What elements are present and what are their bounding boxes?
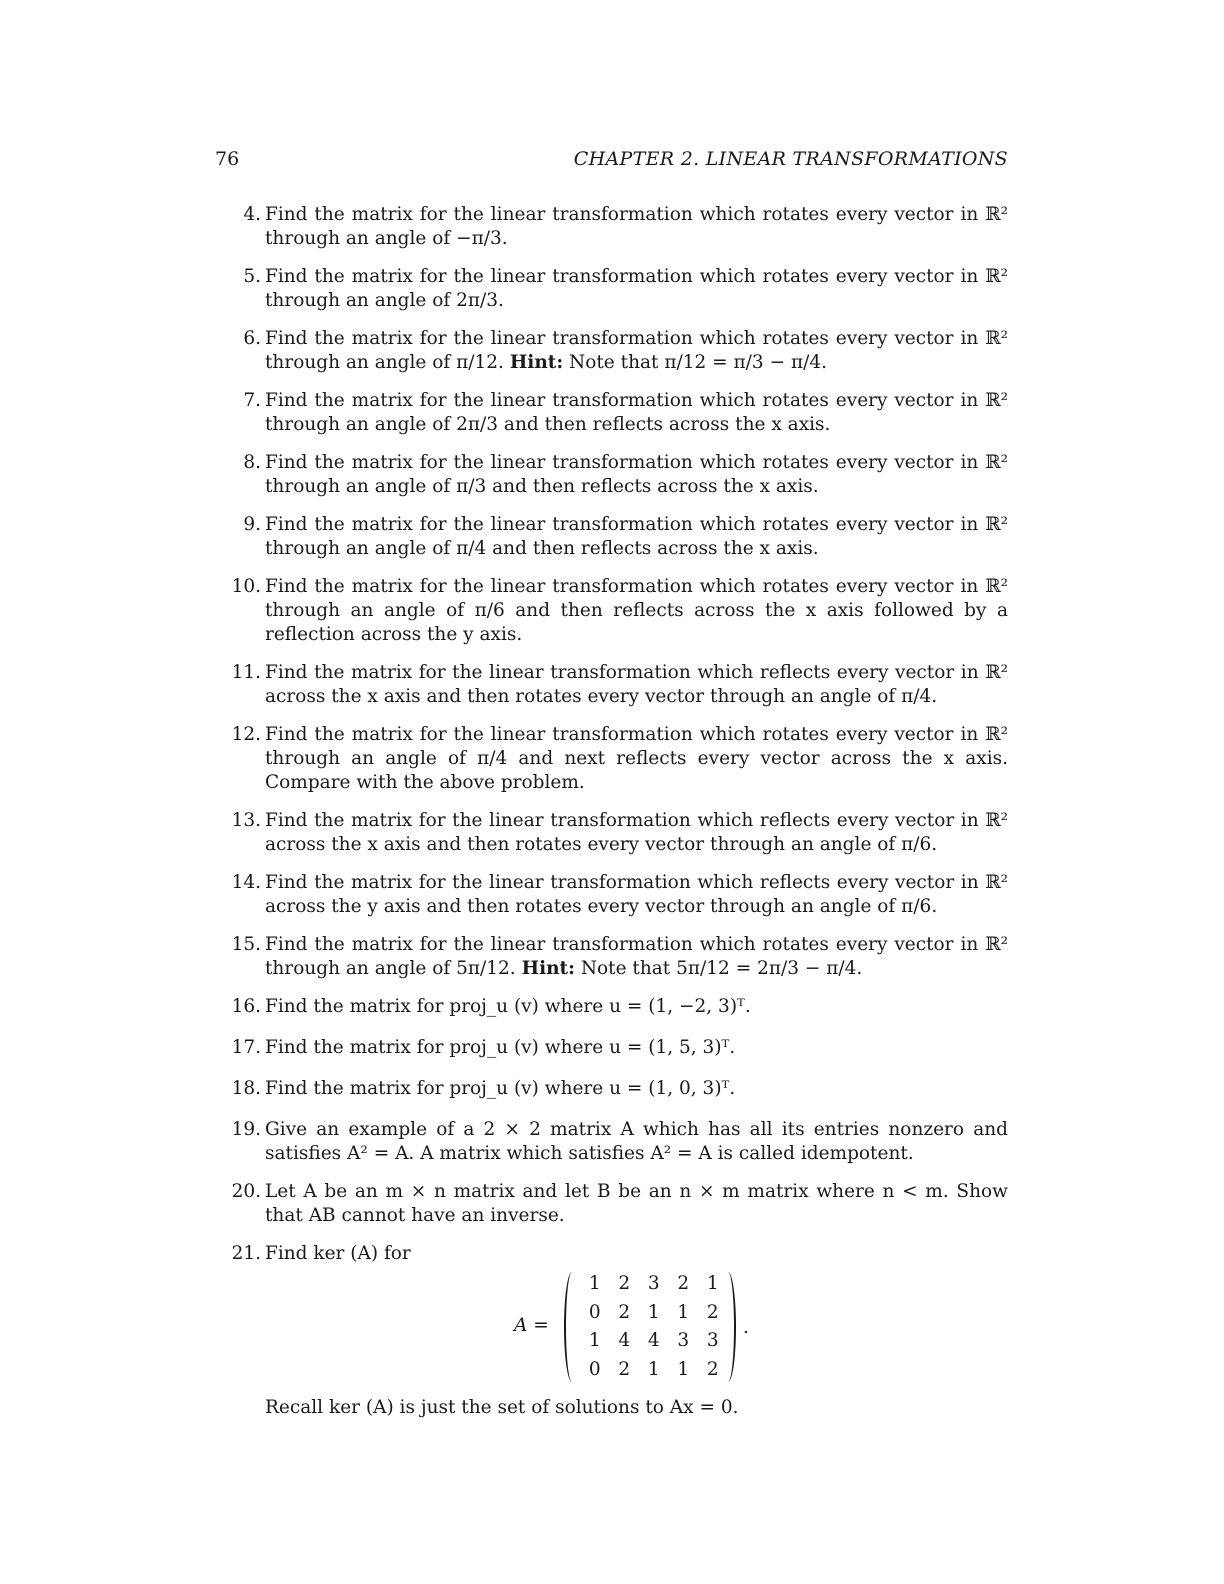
problem-20: 20. Let A be an m × n matrix and let B be an n × m matrix where n < m. Show that AB cannot have an inverse.: [231, 1181, 1008, 1226]
matrix-entries: [580, 1272, 728, 1386]
problem-17: 17. Find the matrix for proj_u (v) where u = (1, 5, 3)ᵀ.: [231, 1037, 736, 1058]
problem-16: 16. Find the matrix for proj_u (v) where u = (1, −2, 3)ᵀ.: [231, 996, 751, 1017]
problem-15: 15. Find the matrix for the linear transformation which rotates every vector in ℝ² through an angle of 5π/12. Hint: Note that 5π/12 = 2π/3 − π/4.: [231, 934, 1008, 979]
hint-label: Hint:: [509, 352, 564, 373]
matrix-A: [228, 1272, 1008, 1390]
matrix-entry: 4: [618, 1330, 631, 1351]
problem-9: 9. Find the matrix for the linear transformation which rotates every vector in ℝ² through an angle of π/4 and then reflects across the x axis.: [243, 514, 1008, 559]
hint-label: Hint:: [521, 958, 575, 979]
page-number: 76: [215, 148, 240, 170]
problem-list: [228, 203, 1008, 1420]
matrix-entry: 1: [647, 1301, 660, 1323]
matrix-entry: 4: [647, 1330, 660, 1351]
problem-14: 14. Find the matrix for the linear transformation which reflects every vector in ℝ² across the y axis and then rotates every vector through an angle of π/6.: [231, 872, 1008, 917]
problem-8: 8. Find the matrix for the linear transformation which rotates every vector in ℝ² through an angle of π/3 and then reflects across the x axis.: [243, 452, 1008, 497]
matrix-entry: 3: [706, 1330, 719, 1351]
matrix-entry: 1: [588, 1330, 601, 1351]
problem-12: 12. Find the matrix for the linear transformation which rotates every vector in ℝ² through an angle of π/4 and next reflects every vector across the x axis. Compare with the above problem.: [231, 724, 1008, 793]
running-head: CHAPTER 2. LINEAR TRANSFORMATIONS: [573, 148, 1008, 170]
matrix-entry: 1: [647, 1358, 660, 1380]
problem-6: 6. Find the matrix for the linear transformation which rotates every vector in ℝ² through an angle of π/12. Hint: Note that π/12 = π/3 − π/4.: [243, 328, 1008, 373]
matrix-entry: 2: [618, 1301, 631, 1323]
matrix-entry: 2: [677, 1273, 690, 1294]
matrix-entry: 2: [618, 1273, 631, 1294]
matrix-entry: 2: [706, 1301, 719, 1323]
problem-11: 11. Find the matrix for the linear transformation which reflects every vector in ℝ² across the x axis and then rotates every vector through an angle of π/4.: [231, 662, 1008, 707]
matrix-entry: 1: [588, 1273, 601, 1294]
problem-19: 19. Give an example of a 2 × 2 matrix A which has all its entries nonzero and satisfies A² = A. A matrix which satisfies A² = A is called idempotent.: [231, 1119, 1008, 1164]
problem-4: 4. Find the matrix for the linear transformation which rotates every vector in ℝ² through an angle of −π/3.: [243, 204, 1008, 249]
problem-13: 13. Find the matrix for the linear transformation which reflects every vector in ℝ² across the x axis and then rotates every vector through an angle of π/6.: [231, 810, 1008, 855]
matrix-entry: 1: [677, 1358, 690, 1380]
matrix-entry: 0: [588, 1301, 601, 1323]
problem-5: 5. Find the matrix for the linear transformation which rotates every vector in ℝ² through an angle of 2π/3.: [243, 266, 1008, 311]
matrix-entry: 2: [706, 1358, 719, 1380]
problem-10: 10. Find the matrix for the linear transformation which rotates every vector in ℝ² through an angle of π/6 and then reflects across the x axis followed by a reflection across the y axis.: [231, 576, 1008, 645]
matrix-entry: 1: [677, 1301, 690, 1323]
recall-text: Recall ker (A) is just the set of solutions to Ax = 0.: [265, 1397, 739, 1418]
matrix-lhs: A =: [514, 1315, 549, 1336]
problem-21: 21. Find ker (A) for: [231, 1243, 411, 1264]
left-paren: [564, 1272, 580, 1382]
matrix-period: .: [743, 1317, 749, 1338]
matrix-entry: 0: [588, 1358, 601, 1380]
matrix-entry: 2: [618, 1358, 631, 1380]
matrix-entry: 1: [706, 1273, 719, 1294]
problem-18: 18. Find the matrix for proj_u (v) where u = (1, 0, 3)ᵀ.: [231, 1078, 736, 1099]
right-paren: [720, 1272, 736, 1382]
matrix-entry: 3: [677, 1330, 690, 1351]
matrix-entry: 3: [647, 1273, 660, 1294]
problem-7: 7. Find the matrix for the linear transformation which rotates every vector in ℝ² through an angle of 2π/3 and then reflects across the x axis.: [243, 390, 1008, 435]
